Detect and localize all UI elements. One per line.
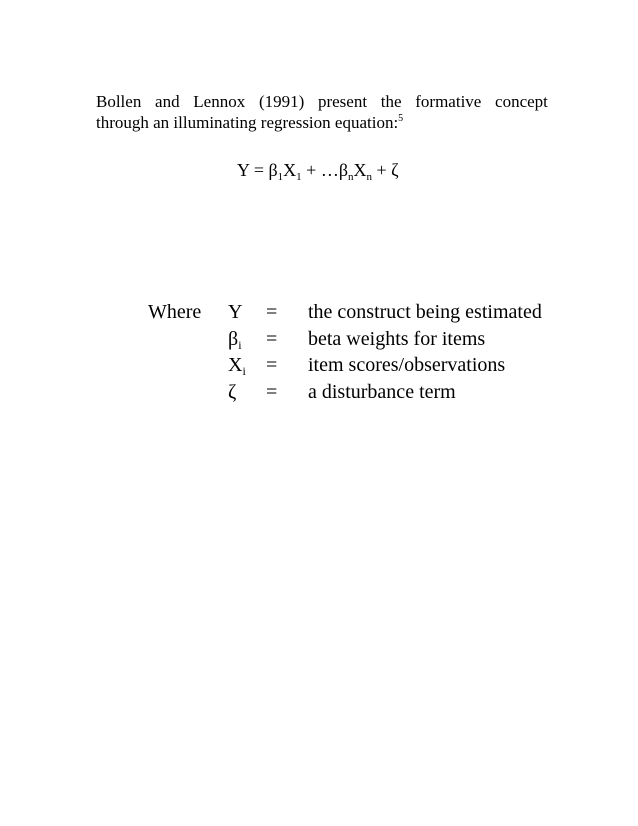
eq-zeta: ζ (391, 160, 399, 180)
intro-paragraph (96, 91, 556, 133)
eq-equals: = (249, 160, 269, 180)
regression-equation (237, 160, 399, 181)
intro-line-2 (96, 112, 556, 133)
eq-plus-1: + (301, 160, 321, 180)
symbol-text: X (228, 354, 243, 376)
intro-word: Lennox (193, 92, 246, 111)
symbol-text: β (228, 327, 239, 350)
symbol-text: ζ (228, 380, 237, 403)
definition-symbol (228, 328, 242, 351)
intro-line-1 (96, 91, 548, 112)
intro-word: concept (495, 92, 548, 111)
definition-meaning: beta weights for items (308, 327, 486, 350)
equals-sign: = (266, 301, 278, 323)
definition-symbol (228, 301, 242, 324)
eq-beta-1: β (268, 160, 278, 180)
eq-beta-1-subscript: 1 (277, 171, 284, 183)
intro-word: and (155, 92, 180, 111)
symbol-subscript: i (242, 364, 246, 378)
eq-lhs: Y (237, 160, 250, 180)
intro-word: Bollen (96, 92, 142, 111)
eq-beta-n: β (338, 160, 348, 180)
definition-meaning: item scores/observations (308, 354, 506, 376)
eq-x-1-subscript: 1 (296, 171, 302, 183)
definition-symbol (228, 354, 246, 377)
symbol-text: Y (228, 301, 243, 323)
equals-sign: = (266, 327, 278, 350)
eq-x-n-subscript: n (366, 171, 372, 183)
intro-word: (1991) (258, 92, 305, 111)
equals-sign: = (266, 380, 278, 403)
intro-word: the (380, 92, 402, 111)
definition-meaning: the construct being estimated (308, 301, 542, 323)
eq-x-n: X (353, 160, 367, 180)
eq-x-1: X (283, 160, 297, 180)
equals-sign: = (266, 354, 278, 376)
intro-word: formative (415, 92, 482, 111)
footnote-marker: 5 (398, 113, 404, 124)
eq-ellipsis: … (320, 160, 339, 180)
eq-plus-2: + (372, 160, 392, 180)
definition-meaning: a disturbance term (308, 380, 456, 403)
intro-word: present (317, 92, 368, 111)
definition-symbol (228, 381, 236, 404)
eq-beta-n-subscript: n (348, 171, 354, 183)
symbol-subscript: i (238, 337, 242, 352)
intro-line-2-text: through an illuminating regression equation: (96, 113, 399, 132)
where-label: Where (148, 301, 202, 323)
